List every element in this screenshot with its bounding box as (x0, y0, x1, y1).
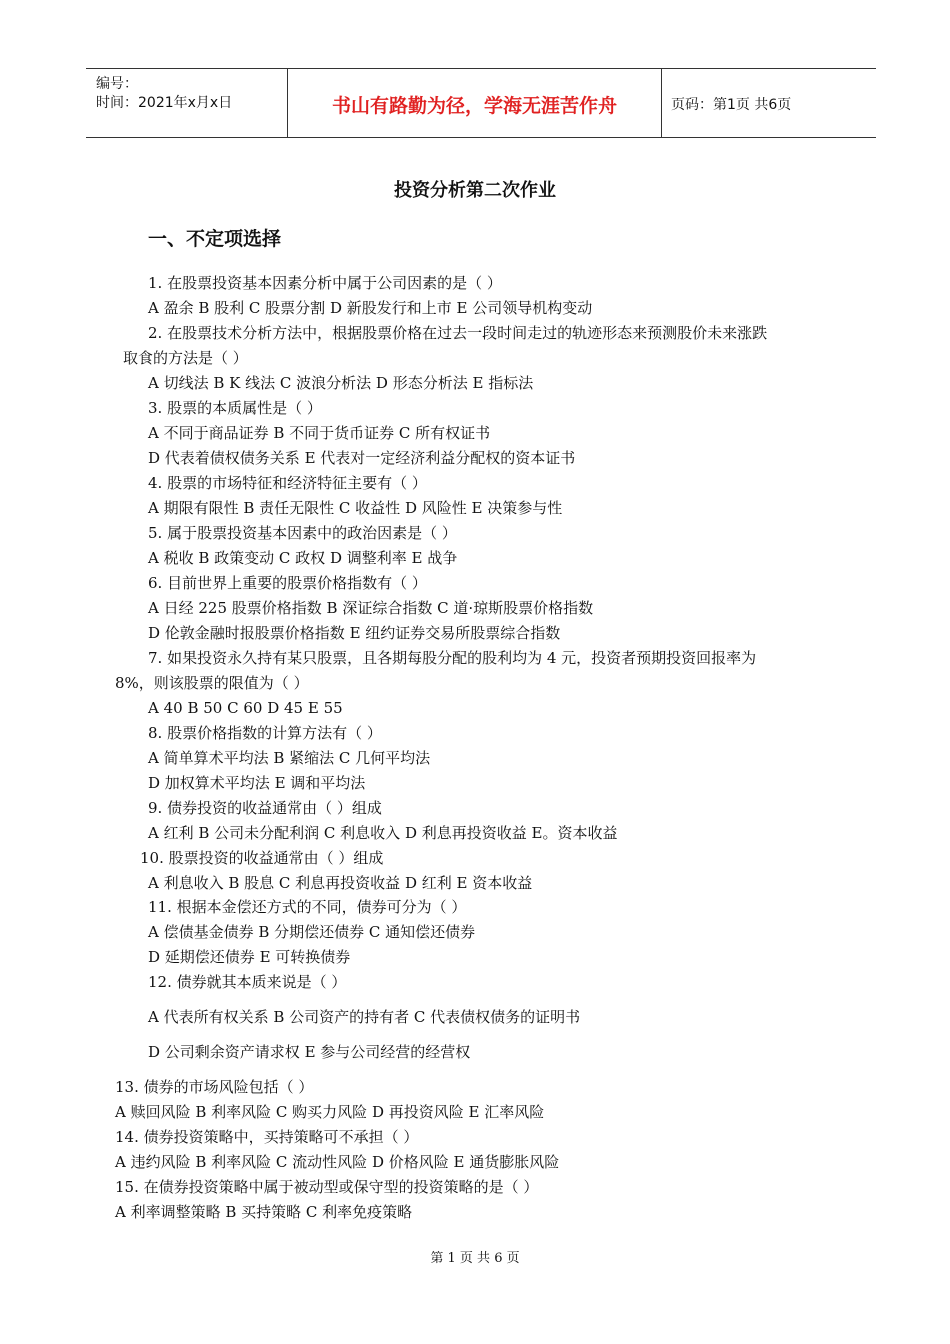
option-line: A 切线法 B K 线法 C 波浪分析法 D 形态分析法 E 指标法 (148, 374, 534, 392)
option-line: A 违约风险 B 利率风险 C 流动性风险 D 价格风险 E 通货膨胀风险 (115, 1153, 560, 1171)
question-line: 12. 债券就其本质来说是（ ） (148, 973, 347, 991)
question-line: 1. 在股票投资基本因素分析中属于公司因素的是（ ） (148, 274, 502, 292)
page-footer: 第 1 页 共 6 页 (430, 1251, 520, 1266)
option-line: A 期限有限性 B 责任无限性 C 收益性 D 风险性 E 决策参与性 (148, 499, 563, 517)
option-line: D 公司剩余资产请求权 E 参与公司经营的经营权 (148, 1043, 471, 1061)
question-line: 8%，则该股票的限值为（ ） (115, 674, 309, 692)
question-line: 取食的方法是（ ） (123, 349, 248, 367)
question-line: 13. 债券的市场风险包括（ ） (115, 1078, 314, 1096)
page-info: 页码：第1页 共6页 (671, 97, 792, 113)
header-motto-cell (287, 69, 662, 137)
header-page-cell (661, 69, 876, 137)
question-line: 3. 股票的本质属性是（ ） (148, 399, 322, 417)
option-line: A 盈余 B 股利 C 股票分割 D 新股发行和上市 E 公司领导机构变动 (148, 299, 593, 317)
option-line: D 加权算术平均法 E 调和平均法 (148, 774, 366, 792)
question-line: 10. 股票投资的收益通常由（ ）组成 (140, 849, 384, 867)
header-meta-cell (86, 69, 287, 137)
header-table (86, 68, 876, 138)
option-line: A 利息收入 B 股息 C 利息再投资收益 D 红利 E 资本收益 (148, 874, 533, 892)
option-line: D 延期偿还债券 E 可转换债券 (148, 948, 351, 966)
option-line: A 简单算术平均法 B 紧缩法 C 几何平均法 (148, 749, 431, 767)
motto-text: 书山有路勤为径，学海无涯苦作舟 (331, 95, 617, 117)
option-line: D 代表着债权债务关系 E 代表对一定经济利益分配权的资本证书 (148, 449, 576, 467)
section-title: 一、不定项选择 (148, 228, 282, 250)
option-line: A 税收 B 政策变动 C 政权 D 调整利率 E 战争 (148, 549, 458, 567)
question-line: 8. 股票价格指数的计算方法有（ ） (148, 724, 382, 742)
serial-label: 编号： (96, 76, 138, 92)
option-line: A 不同于商品证券 B 不同于货币证券 C 所有权证书 (148, 424, 491, 442)
option-line: A 赎回风险 B 利率风险 C 购买力风险 D 再投资风险 E 汇率风险 (115, 1103, 545, 1121)
question-line: 9. 债券投资的收益通常由（ ）组成 (148, 799, 382, 817)
date-label: 时间：2021年x月x日 (96, 95, 233, 111)
option-line: A 红利 B 公司未分配利润 C 利息收入 D 利息再投资收益 E。资本收益 (148, 824, 618, 842)
question-line: 5. 属于股票投资基本因素中的政治因素是（ ） (148, 524, 457, 542)
question-line: 14. 债券投资策略中，买持策略可不承担（ ） (115, 1128, 419, 1146)
question-line: 15. 在债券投资策略中属于被动型或保守型的投资策略的是（ ） (115, 1178, 539, 1196)
question-line: 7. 如果投资永久持有某只股票，且各期每股分配的股利均为 4 元，投资者预期投资回报率为 (148, 649, 757, 667)
option-line: A 代表所有权关系 B 公司资产的持有者 C 代表债权债务的证明书 (148, 1008, 581, 1026)
document-title: 投资分析第二次作业 (394, 180, 556, 201)
question-line: 6. 目前世界上重要的股票价格指数有（ ） (148, 574, 427, 592)
option-line: D 伦敦金融时报股票价格指数 E 纽约证券交易所股票综合指数 (148, 624, 561, 642)
option-line: A 偿债基金债券 B 分期偿还债券 C 通知偿还债券 (148, 923, 476, 941)
question-line: 11. 根据本金偿还方式的不同，债券可分为（ ） (148, 898, 467, 916)
option-line: A 利率调整策略 B 买持策略 C 利率免疫策略 (115, 1203, 413, 1221)
question-line: 4. 股票的市场特征和经济特征主要有（ ） (148, 474, 427, 492)
option-line: A 日经 225 股票价格指数 B 深证综合指数 C 道·琼斯股票价格指数 (148, 599, 594, 617)
question-line: 2. 在股票技术分析方法中，根据股票价格在过去一段时间走过的轨迹形态来预测股价未来涨跌 (148, 324, 768, 342)
option-line: A 40 B 50 C 60 D 45 E 55 (148, 699, 343, 717)
